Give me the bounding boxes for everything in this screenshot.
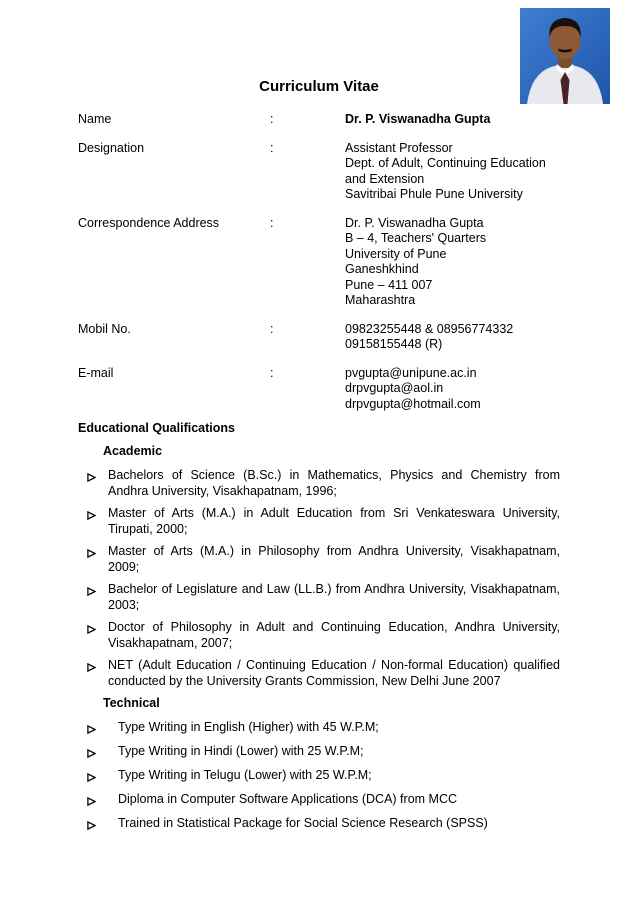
list-item-text: Trained in Statistical Package for Social Science Research (SPSS) xyxy=(118,816,488,830)
field-colon: : xyxy=(270,112,274,126)
list-item-text: Bachelor of Legislature and Law (LL.B.) from Andhra University, Visakhapatnam, 2003; xyxy=(108,582,560,612)
list-item xyxy=(78,743,560,762)
list-item xyxy=(78,719,560,738)
arrow-bullet-icon xyxy=(78,543,108,562)
field-row-mobile xyxy=(78,322,560,353)
designation-line: Savitribai Phule Pune University xyxy=(345,187,523,201)
address-line: Dr. P. Viswanadha Gupta xyxy=(345,215,484,230)
arrow-bullet-icon xyxy=(78,657,108,676)
field-label-address: Correspondence Address xyxy=(78,215,220,230)
list-item-text: Type Writing in English (Higher) with 45 W.P.M; xyxy=(118,720,379,734)
field-colon: : xyxy=(270,215,274,230)
email-address: pvgupta@unipune.ac.in xyxy=(345,365,477,380)
address-line: B – 4, Teachers' Quarters xyxy=(345,231,487,245)
list-item xyxy=(78,815,560,834)
portrait-photo-graphic xyxy=(520,8,610,104)
field-label-designation: Designation xyxy=(78,140,145,155)
address-line: Pune – 411 007 xyxy=(345,277,433,292)
field-colon: : xyxy=(270,321,274,336)
name-value: Dr. P. Viswanadha Gupta xyxy=(345,112,491,126)
technical-qualifications-list xyxy=(78,719,560,834)
arrow-bullet-icon xyxy=(78,719,118,738)
field-colon: : xyxy=(270,365,274,380)
field-row-designation xyxy=(78,141,560,203)
mobile-line: 09823255448 & 08956774332 xyxy=(345,321,514,336)
list-item-text: Bachelors of Science (B.Sc.) in Mathematics, Physics and Chemistry from Andhra University, Visakhapatnam, 1996; xyxy=(108,468,560,498)
portrait-photo xyxy=(520,8,610,104)
mobile-line: 09158155448 (R) xyxy=(345,337,443,351)
sub-heading-technical: Technical xyxy=(103,696,160,710)
list-item xyxy=(78,767,560,786)
list-item xyxy=(78,467,560,499)
list-item-text: Type Writing in Telugu (Lower) with 25 W.P.M; xyxy=(118,768,372,782)
address-line: Ganeshkhind xyxy=(345,262,419,276)
email-address: drpvgupta@hotmail.com xyxy=(345,396,481,411)
arrow-bullet-icon xyxy=(78,791,118,810)
list-item xyxy=(78,543,560,575)
arrow-bullet-icon xyxy=(78,581,108,600)
field-label-mobile: Mobil No. xyxy=(78,321,131,336)
field-row-name xyxy=(78,112,560,128)
designation-line: and Extension xyxy=(345,171,425,186)
arrow-bullet-icon xyxy=(78,505,108,524)
academic-qualifications-list xyxy=(78,467,560,689)
list-item-text: Type Writing in Hindi (Lower) with 25 W.P.M; xyxy=(118,744,364,758)
list-item-text: NET (Adult Education / Continuing Education / Non-formal Education) qualified conducted by the University Grants Commission, New Delhi June 2007 xyxy=(108,658,560,688)
list-item xyxy=(78,791,560,810)
list-item-text: Diploma in Computer Software Applications (DCA) from MCC xyxy=(118,792,457,806)
list-item xyxy=(78,505,560,537)
list-item-text: Master of Arts (M.A.) in Philosophy from Andhra University, Visakhapatnam, 2009; xyxy=(108,544,560,574)
arrow-bullet-icon xyxy=(78,619,108,638)
page-title: Curriculum Vitae xyxy=(259,78,379,95)
address-line: Maharashtra xyxy=(345,293,416,307)
section-heading-education: Educational Qualifications xyxy=(78,421,235,435)
list-item-text: Master of Arts (M.A.) in Adult Education from Sri Venkateswara University, Tirupati, 2000; xyxy=(108,506,560,536)
list-item xyxy=(78,581,560,613)
sub-heading-academic: Academic xyxy=(103,444,163,458)
field-row-address xyxy=(78,216,560,309)
list-item xyxy=(78,657,560,689)
field-label-email: E-mail xyxy=(78,365,114,380)
field-label-name: Name xyxy=(78,112,112,126)
field-colon: : xyxy=(270,140,274,155)
arrow-bullet-icon xyxy=(78,467,108,486)
address-line: University of Pune xyxy=(345,246,447,261)
field-row-email xyxy=(78,366,560,413)
email-address: drpvgupta@aol.in xyxy=(345,381,444,395)
arrow-bullet-icon xyxy=(78,767,118,786)
arrow-bullet-icon xyxy=(78,743,118,762)
designation-line: Assistant Professor xyxy=(345,140,453,155)
designation-line: Dept. of Adult, Continuing Education xyxy=(345,156,546,170)
list-item-text: Doctor of Philosophy in Adult and Continuing Education, Andhra University, Visakhapatnam, 2007; xyxy=(108,620,560,650)
arrow-bullet-icon xyxy=(78,815,118,834)
list-item xyxy=(78,619,560,651)
